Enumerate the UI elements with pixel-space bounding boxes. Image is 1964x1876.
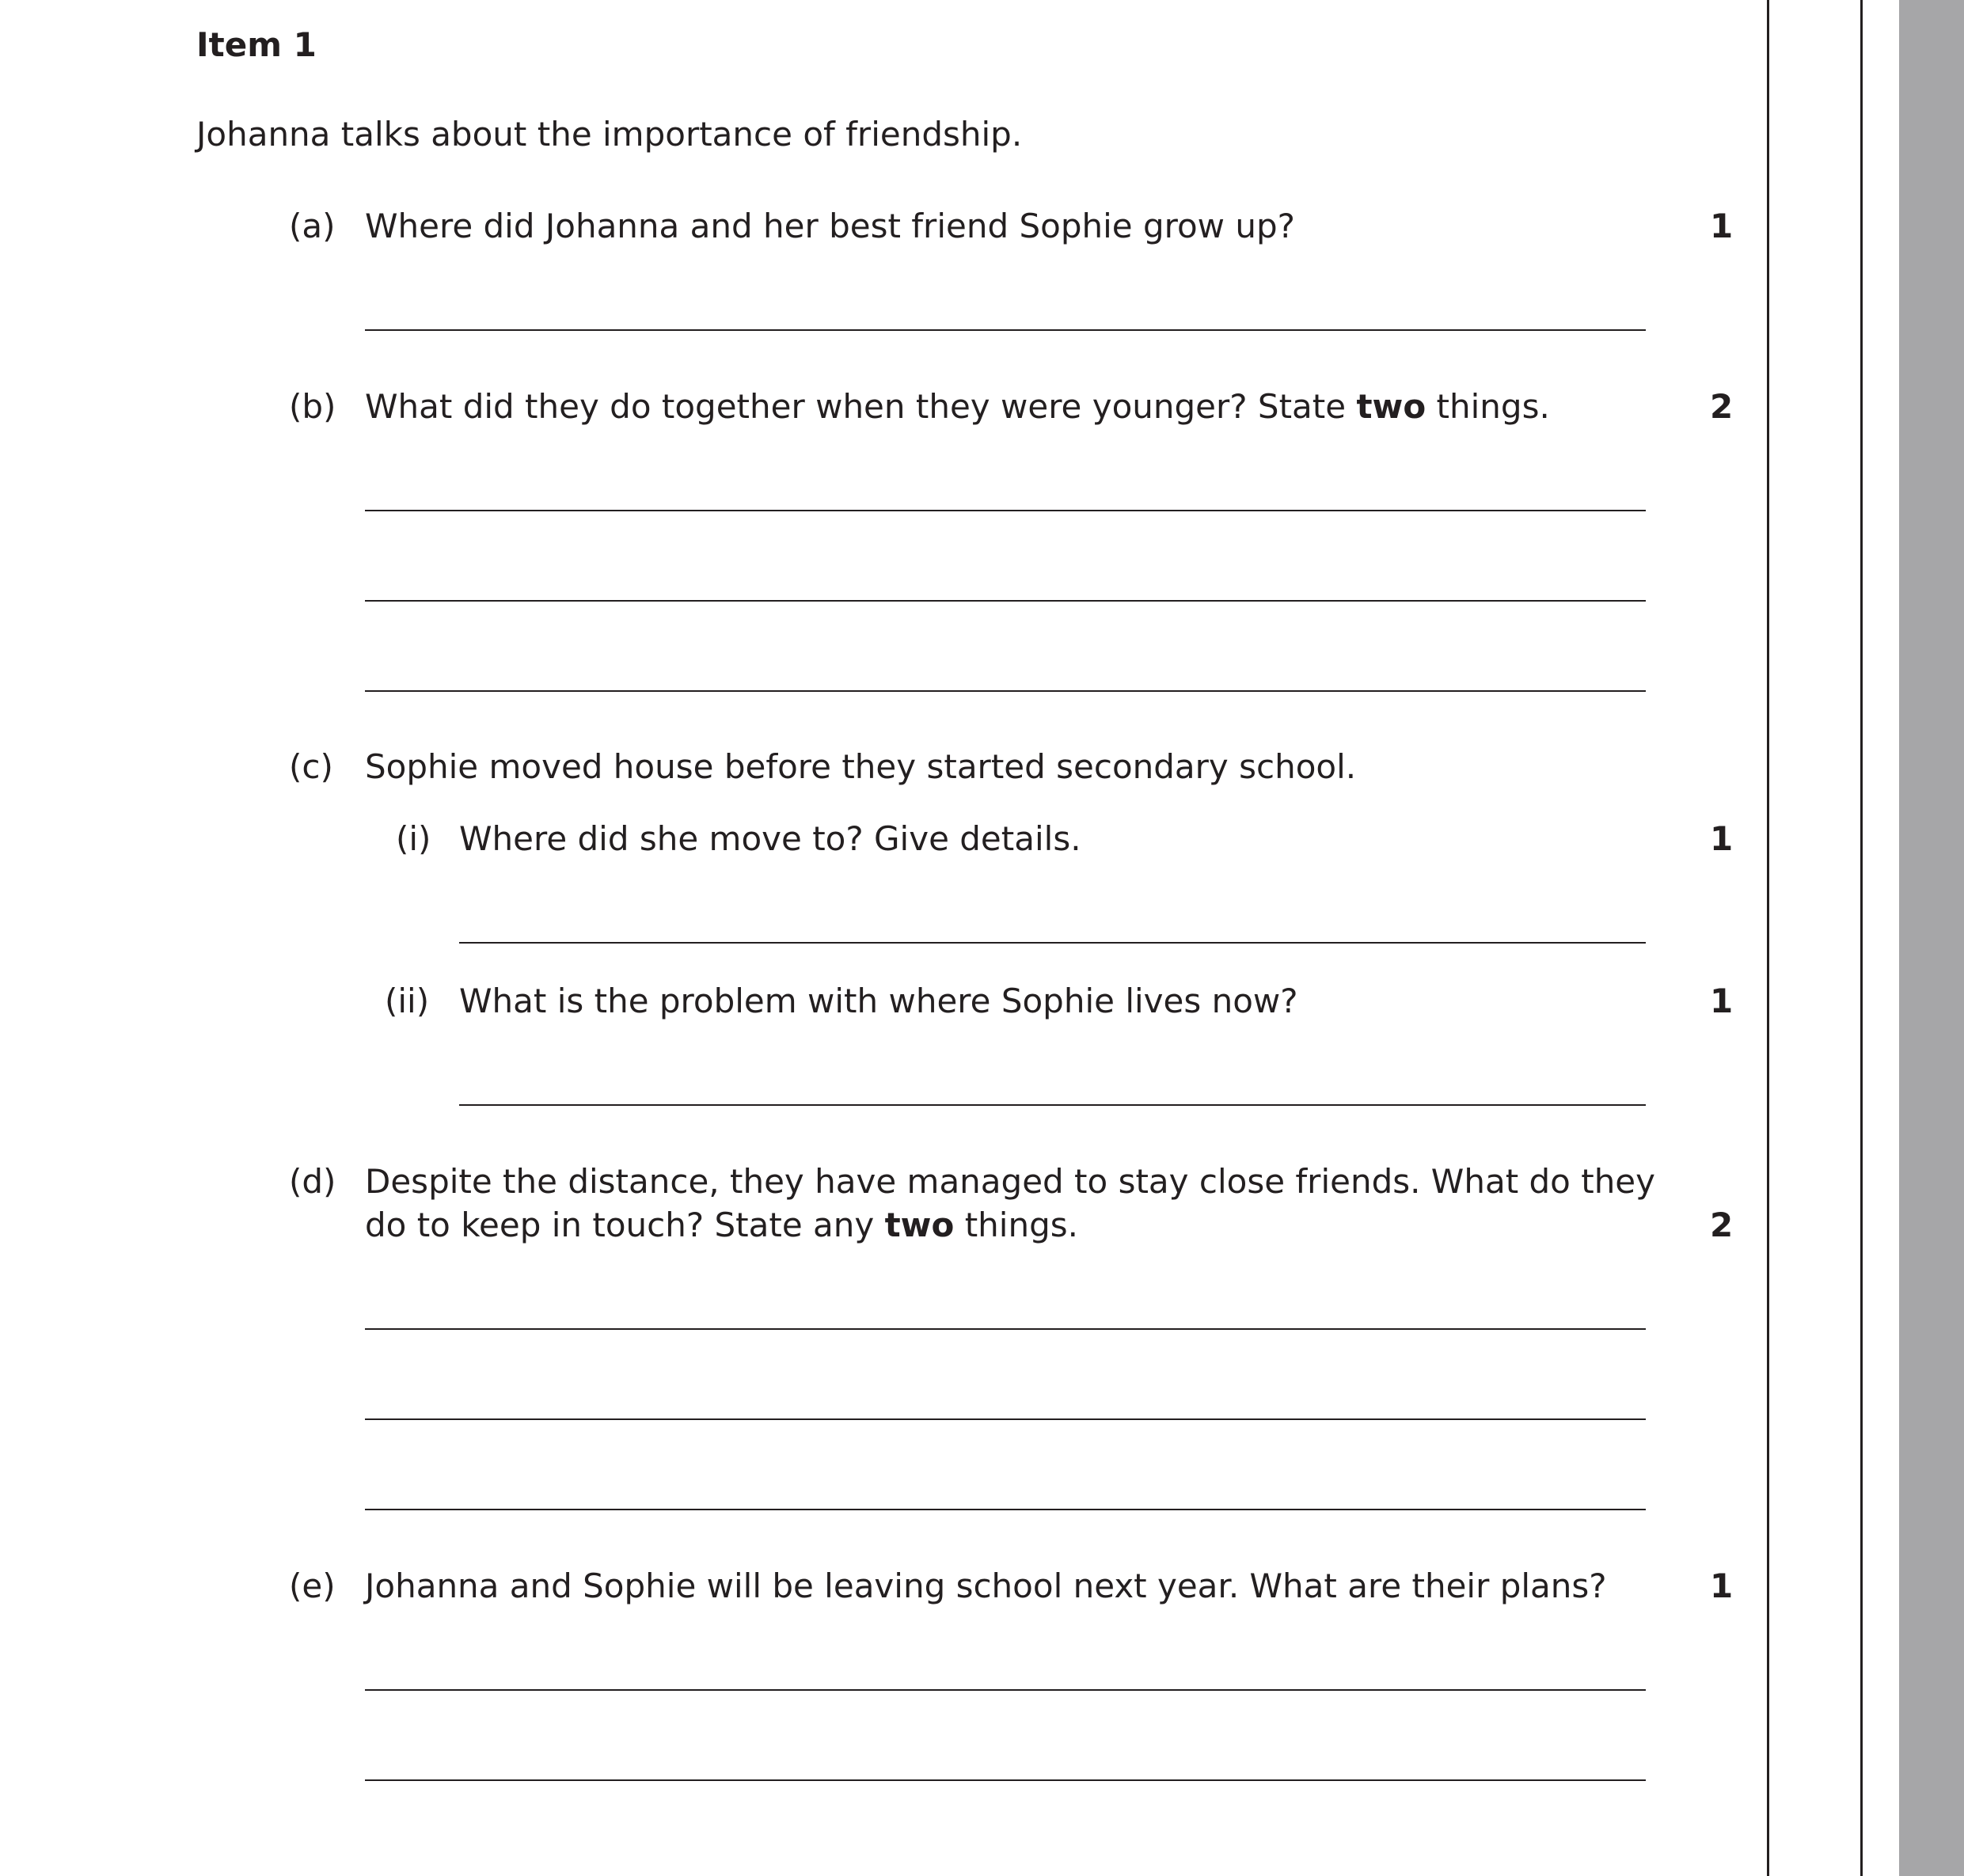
answer-line-c-i-1[interactable] [459, 942, 1646, 944]
margin-rule-left [1767, 0, 1769, 1876]
question-c-i-label: (i) [396, 819, 431, 858]
question-c-i-marks: 1 [1710, 819, 1734, 858]
question-d-marks: 2 [1710, 1206, 1734, 1244]
answer-line-b-1[interactable] [365, 510, 1646, 511]
question-d-line2-bold: two [884, 1206, 955, 1244]
page-edge-strip [1899, 0, 1964, 1876]
question-a-text: Where did Johanna and her best friend Sophie grow up? [365, 207, 1295, 245]
answer-line-d-1[interactable] [365, 1328, 1646, 1330]
question-b-text-bold: two [1356, 387, 1426, 426]
question-e-label: (e) [289, 1566, 336, 1605]
question-e-marks: 1 [1710, 1566, 1734, 1605]
question-b-text [365, 385, 1550, 428]
intro-text: Johanna talks about the importance of friendship. [196, 115, 1023, 154]
question-d-label: (d) [289, 1162, 336, 1201]
answer-line-d-3[interactable] [365, 1509, 1646, 1510]
question-c-label: (c) [289, 747, 333, 786]
question-b-text-before: What did they do together when they were younger? State [365, 387, 1357, 426]
question-a-marks: 1 [1710, 207, 1734, 245]
item-title: Item 1 [196, 25, 317, 64]
question-b-marks: 2 [1710, 387, 1734, 426]
question-e-text: Johanna and Sophie will be leaving school next year. What are their plans? [365, 1566, 1607, 1605]
question-c-ii-label: (ii) [385, 982, 430, 1020]
question-c-ii-text: What is the problem with where Sophie lives now? [459, 982, 1298, 1020]
question-d-line1: Despite the distance, they have managed to stay close friends. What do they [365, 1162, 1656, 1201]
answer-line-c-ii-1[interactable] [459, 1104, 1646, 1106]
answer-line-e-1[interactable] [365, 1689, 1646, 1691]
question-a-label: (a) [289, 207, 336, 245]
question-b-label: (b) [289, 387, 336, 426]
answer-line-e-2[interactable] [365, 1779, 1646, 1781]
question-c-text: Sophie moved house before they started secondary school. [365, 747, 1357, 786]
answer-line-b-2[interactable] [365, 600, 1646, 602]
question-c-i-text: Where did she move to? Give details. [459, 819, 1081, 858]
answer-line-b-3[interactable] [365, 690, 1646, 692]
question-d-line2 [365, 1204, 1078, 1247]
answer-line-a-1[interactable] [365, 329, 1646, 331]
question-d-line2-before: do to keep in touch? State any [365, 1206, 885, 1244]
answer-line-d-2[interactable] [365, 1418, 1646, 1420]
question-d-line2-after: things. [954, 1206, 1078, 1244]
question-b-text-after: things. [1426, 387, 1550, 426]
question-c-ii-marks: 1 [1710, 982, 1734, 1020]
margin-rule-right [1860, 0, 1863, 1876]
